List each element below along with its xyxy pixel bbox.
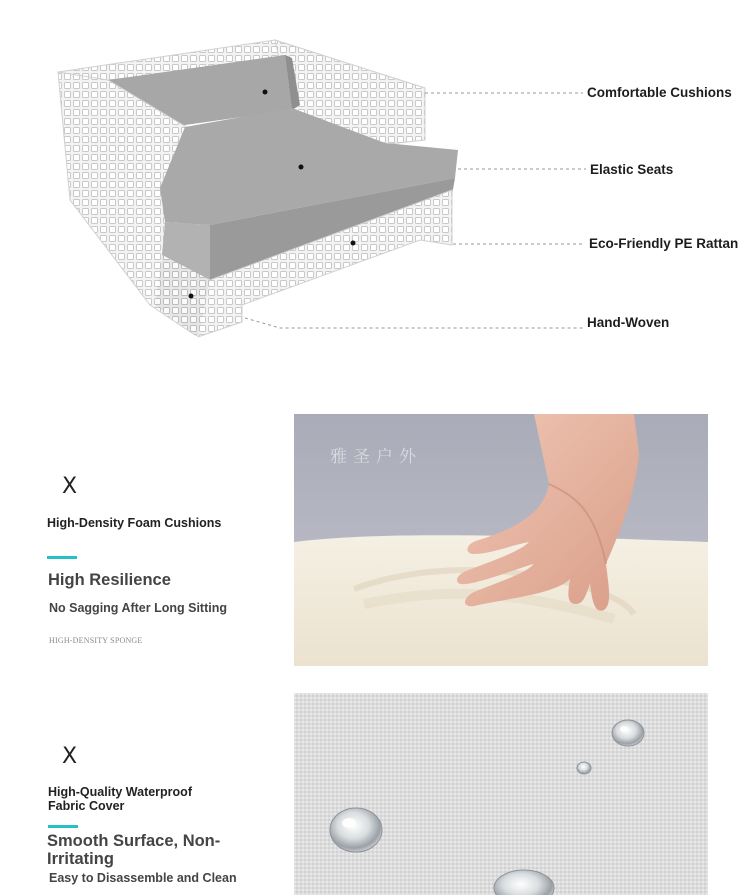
accent-divider — [47, 556, 77, 559]
water-droplet — [577, 762, 591, 774]
water-droplet — [612, 720, 644, 746]
x-mark: X — [62, 474, 78, 499]
callout-eco-friendly-rattan: Eco-Friendly PE Rattan — [589, 236, 739, 251]
rattan-sofa-illustration — [0, 0, 750, 360]
callout-dot-cushions — [263, 90, 268, 95]
callout-dot-woven — [189, 294, 194, 299]
feature-heading: Smooth Surface, Non-Irritating — [47, 832, 221, 868]
foam-photo — [294, 414, 708, 666]
feature-caption: HIGH-DENSITY SPONGE — [49, 636, 143, 645]
feature-title: High-Quality Waterproof Fabric Cover — [48, 785, 192, 813]
photo-watermark: 雅圣户外 — [330, 447, 422, 467]
feature-subtitle: No Sagging After Long Sitting — [49, 601, 227, 615]
feature-heading: High Resilience — [48, 571, 171, 589]
callout-elastic-seats: Elastic Seats — [590, 162, 674, 177]
feature-title: High-Density Foam Cushions — [47, 516, 222, 530]
feature-subtitle: Easy to Disassemble and Clean — [49, 871, 237, 885]
fabric-photo — [294, 693, 708, 895]
water-droplet — [330, 808, 382, 852]
callout-dot-rattan — [351, 241, 356, 246]
x-mark: X — [62, 744, 78, 769]
callout-hand-woven: Hand-Woven — [587, 315, 670, 330]
callout-line-woven — [245, 318, 583, 328]
callout-comfortable-cushions: Comfortable Cushions — [587, 85, 732, 100]
accent-divider — [48, 825, 78, 828]
callout-dot-seats — [299, 165, 304, 170]
